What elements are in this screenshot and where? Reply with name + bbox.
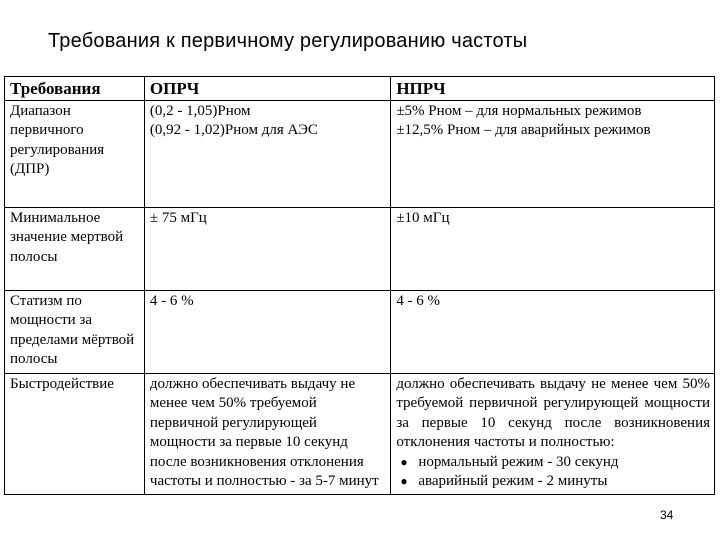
cell-requirement-speed: Быстродействие — [5, 373, 145, 494]
table-row-speed — [5, 373, 715, 494]
list-item — [400, 453, 710, 473]
cell-oprch-range — [144, 100, 390, 207]
cell-nprch-deadband: ±10 мГц — [391, 207, 715, 290]
cell-nprch-droop: 4 - 6 % — [391, 290, 715, 373]
table-row-deadband — [5, 207, 715, 290]
requirements-table — [4, 76, 715, 495]
bullet-icon: ● — [400, 474, 408, 488]
header-requirements: Требования — [5, 77, 145, 101]
nprch-range-emergency-line: ±12,5% Рном – для аварийных режимов — [396, 122, 651, 138]
cell-requirement-deadband: Минимальное значение мертвой полосы — [5, 207, 145, 290]
header-nprch: НПРЧ — [391, 77, 715, 101]
bullet-normal-text: нормальный режим - 30 секунд — [418, 453, 619, 470]
cell-oprch-droop: 4 - 6 % — [144, 290, 390, 373]
cell-oprch-deadband: ± 75 мГц — [144, 207, 390, 290]
nprch-range-normal-line: ±5% Рном – для нормальных режимов — [396, 102, 642, 119]
table-row-droop — [5, 290, 715, 373]
nprch-speed-bullets — [396, 453, 710, 492]
cell-requirement-droop: Статизм по мощности за пределами мёртвой полосы — [5, 290, 145, 373]
cell-oprch-speed: должно обеспечивать выдачу не менее чем 50% требуемой первичной регулирующей мощности за первые 10 секунд после возникновения отклонения частоты и полностью - за 5-7 минут — [144, 373, 390, 494]
oprch-range-line: (0,2 - 1,05)Рном — [149, 102, 251, 119]
page-number: 34 — [660, 508, 674, 522]
table-header-row — [5, 77, 715, 101]
list-item — [400, 472, 710, 492]
header-oprch: ОПРЧ — [144, 77, 390, 101]
table-row-range — [5, 100, 715, 207]
cell-requirement-range: Диапазон первичного регулирования (ДПР) — [5, 100, 145, 207]
bullet-emergency-text: аварийный режим - 2 минуты — [418, 473, 608, 489]
bullet-icon: ● — [400, 454, 408, 469]
cell-nprch-range — [391, 100, 715, 207]
nprch-speed-text: должно обеспечивать выдачу не менее чем 50% требуемой первичной регулирующей мощности за первые 10 секунд после возникновения отклонения частоты и полностью: — [396, 375, 710, 450]
cell-nprch-speed — [391, 373, 715, 494]
oprch-range-npp-line: (0,92 - 1,02)Рном для АЭС — [149, 122, 318, 138]
slide-title: Требования к первичному регулированию частоты — [48, 30, 528, 52]
